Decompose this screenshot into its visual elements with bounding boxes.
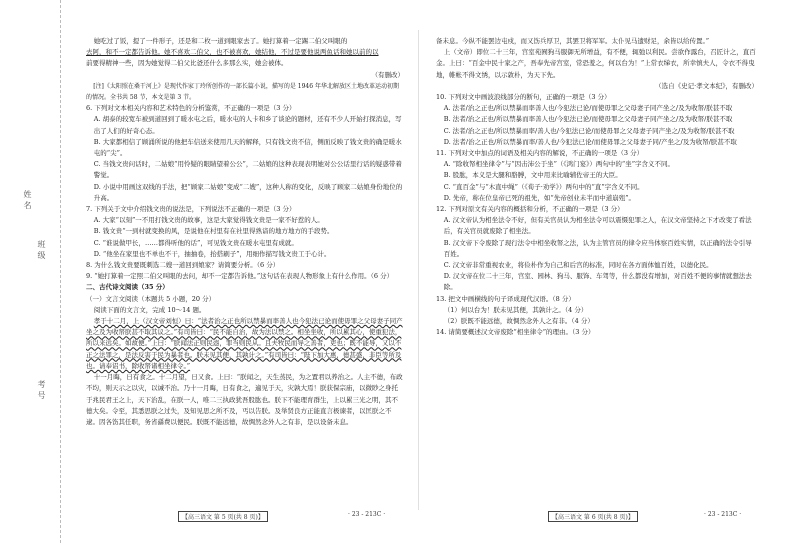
q12-option-a: A. 汉文帝认为相坐法令不好，但有关官员认为相坐法令可以震慑犯罪之人，在汉文帝坚持之下才改变了看法后，有关官员就废除了相坐法。: [443, 216, 752, 236]
passage-paragraph: 备未息。今纵不能罢边屯戍，而又饬兵厚卫，其罢卫将军军。太仆见马遗财足，余皆以给传置。”: [436, 37, 710, 45]
question-14: 14. 请简要概述汉文帝废除“相坐律令”的理由。（3 分）: [436, 328, 595, 337]
q10-option-b: B. 法者/治之正也/所以禁暴而率善人也/今犯法已论/而使毋罪之父母妻子同产坐之/及为收帑/朕甚不取: [443, 115, 733, 124]
q11-option-d: D. 先帝，称在位皇帝已死的祖先，如“先帝创业未半而中道崩殂”。: [443, 193, 636, 202]
binding-margin: [0, 0, 61, 543]
q12-option-c: C. 汉文帝非常重视农业，将俭朴作为自己和后宫的标准，同时在各方面体恤百姓，以德化民。: [443, 261, 713, 270]
right-page: [436, 36, 758, 338]
story-line: 前要得精神一些，因为她觉得二伯父比爸还什么多那么实，她会被体。: [86, 59, 288, 68]
q7-option-d: D. “他坐在家里也不单也不干，抽抽卷，抬搭刷子”，用细作描写钱文贵工于心计。: [93, 249, 331, 258]
question-9: 9. “她打算着一定照二伯父叫眼的去问，却不一定都告诉他。”这句话在表现人物形象上有什么作用。（6 分）: [86, 272, 394, 281]
source-note: （选自《史记·孝文本纪》，有删改）: [655, 81, 758, 90]
passage-paragraph: 孝于十二月，上（汉文帝刘恒）曰：“法者治之正也所以禁暴而率善人也今犯法已论而使毋罪之父母妻子同产坐之及为收帑朕甚不取其议之。”有司皆曰：“民不能自治，故为法以禁之。相坐坐收，所以累其心，使重犯法，所以来远矣。如故便。”上曰：“朕闻法正则民悫，罪当则民从。且夫牧民而导之善者，吏也；既不能导，又以不正之法罪之，是法反害于民为暴者也。朕未见其便，其孰计之。”有司皆曰：“陛下加大惠，德甚盛，非臣等所及也。请奉诏书，除收帑诸相坐律令。”: [86, 317, 403, 370]
subsection-heading: （一）文言文阅读（本题共 5 小题，20 分）: [86, 294, 216, 303]
q11-option-a: A. “除收帑相坐律令”与“因击沛公于坐”（《鸿门宴》）两句中的“坐”字含义不同。: [443, 160, 675, 169]
q13-part-1: （1）何以台为！朕未见其便，其孰计之。（4 分）: [443, 305, 588, 314]
q12-option-b: B. 汉文帝下令废除了现行法令中相坐收帑之法，认为主管官员的律令应当体察百姓实情，以正确的法令引导百姓。: [443, 238, 752, 258]
exam-code: · 23 - 213C ·: [348, 511, 386, 518]
page-label: 【高三语文 第 5 页(共 8 页)】: [178, 511, 268, 522]
page-label: 【高三语文 第 6 页(共 8 页)】: [548, 511, 638, 522]
q10-option-a: A. 法者/治之正也/所以禁暴而率善人也/今犯法已论/而使毋罪之父母妻子同产坐之/及为收帑/朕甚不取: [443, 104, 733, 113]
story-line: 她吃过了饭，提了一件形子，还是和二枚一道到眼家去了。她打算着一定踢二伯父叫眼的: [93, 37, 348, 45]
question-10: 10. 下列对文中画波浪线部分的断句，正确的一项是（3 分）: [436, 93, 611, 102]
page-divider: [418, 30, 419, 510]
binding-name: 姓名: [23, 190, 32, 212]
q6-option-c: C. 当钱文贵问话时，二姑娘“用怜疑的眼睛望着公公”，二姑娘的这种表现表明她对公公话里行话的疑惑带着警觉。: [93, 160, 402, 180]
binding-class: 班级: [37, 240, 46, 262]
q12-option-d: D. 汉文帝在位二十三年，宫室、园林、狗马、服饰、车驾等，什么都没有增加，对百姓不便的事情就想法去除。: [443, 272, 752, 292]
q10-option-d: D. 法者/治之正也/所以禁暴而率/善人也/今犯法已论/而使毋罪之父母妻子同/产坐之/及为收帑/朕甚不取: [443, 137, 737, 146]
reading-instruction: 阅读下面的文言文，完成 10～14 题。: [93, 305, 206, 314]
q10-option-c: C. 法者/治之正也/所以禁暴而率/善人也/今犯法已论/而使毋罪之父母妻子同产坐之/及为收帑/朕甚不取: [443, 126, 735, 135]
exam-code: · 23 - 213C ·: [704, 511, 742, 518]
story-line: 去阿，和不一定都告诉他。她不喜欢二伯父，也不被喜欢，她结他，不过是要他说两鱼话和她以前的以: [86, 48, 379, 57]
q7-option-c: C. “谁说做甲长，……都得听他的话”，可见钱文贵在暖水屯里有成就。: [93, 238, 298, 247]
source-note: （有删改）: [371, 70, 404, 79]
q7-option-b: B. 钱文贵“一到村就变换的风，是说他在村里有在社里得熟谙的地方地方的手段势。: [93, 227, 334, 236]
section-heading: 二、古代诗文阅读（35 分）: [86, 283, 169, 292]
q7-option-a: A. 大家“以刻”一不用打钱文贵的故事，这是大家觉得钱文贵是一家不好惹的人。: [93, 216, 324, 225]
footnote: [注]《太阳照在桑干河上》是现代作家丁玲所创作的一部长篇小说，描写的是 1946 年华北解放区土地改革运动初期的情况。全书共 58 节，本文是第 3 节。: [86, 82, 399, 102]
question-8: 8. 为什么钱文贵要既刺选二嫂一道回到娘家？请简要分析。（6 分）: [86, 261, 280, 270]
q11-option-b: B. 股肱，本义是大腿和胳膊，文中用来比喻辅佐帝王的大臣。: [443, 171, 622, 180]
q13-part-2: （2）朕既不能远德，故惆然念外人之有非。（4 分）: [443, 317, 594, 326]
left-page: [86, 36, 404, 428]
q6-option-d: D. 小说中用画这双线的手法，把“顾家二姑娘”变成“二嫂”，这种人称的变化，反映了顾家二姑娘身份地位的升高。: [93, 182, 403, 202]
question-11: 11. 下列对文中加点的词语及相关内容的解说，不正确的一项是（3 分）: [436, 149, 644, 158]
q6-option-b: B. 大家都相信了顾涌所说的他把车信送来使用几天的解释，只有钱文贵不信，侧面反映了钱文贵的确是暖水屯的“尖”。: [93, 137, 402, 158]
question-6: 6. 下列对文本相关内容和艺术特色的分析鉴赏，不正确的一项是（3 分）: [86, 104, 296, 113]
q6-option-a: A. 胡泰的较宽车被到道回到了暖水屯之后，暖水屯的人卡和乡了谈论的题材，还有不少人开始打探消息，写出了人们的好奇心态。: [93, 115, 402, 135]
q11-option-c: C. “直百金”与“木直中绳”（《荀子·劝学》）两句中的“直”字含义不同。: [443, 182, 644, 191]
passage-paragraph: 十一月晦，日有食之。十二月望，日又食。上曰：“朕闻之，天生蒸民，为之置君以养治之。人主不德，布政不均，则天示之以灾，以诫不治。乃十一月晦，日有食之，適见于天，灾孰大焉！朕获保宗庙，以微眇之身托于兆民君王之上，天下治乱，在朕一人，唯二三执政犹吾股肱也。朕下不能理育群生，上以累三光之明，其不德大矣。令至，其悉思朕之过失，及知见思之所不及，丐以告朕。及举贤良方正能直言极谏者，以匡朕之不逮。因各饬其任职，务省繇费以便民。朕既不能远德，故惆然念外人之有非，是以设备未息。: [86, 373, 403, 426]
question-13: 13. 把文中画横线的句子译成现代汉语。（8 分）: [436, 294, 575, 303]
question-12: 12. 下列对原文有关内容的概括和分析，不正确的一项是（3 分）: [436, 205, 624, 214]
question-7: 7. 下列关于文中介绍钱文贵的说法是，下列说法不正确的一项是（3 分）: [86, 205, 296, 214]
passage-paragraph: 上（文帝）即位二十三年，宫室苑囿狗马服御无所增益，有不便，辄弛以利民。尝欲作露台，召匠计之，直百金。上曰：“百金中民十家之产，吾奉先帝宫室，常恐羞之，何以台为！”上常衣绨衣，所幸慎夫人，令衣不得曳地，帷帐不得文绣，以示敦朴，为天下先。: [436, 48, 756, 79]
binding-id: 考号: [37, 380, 46, 402]
